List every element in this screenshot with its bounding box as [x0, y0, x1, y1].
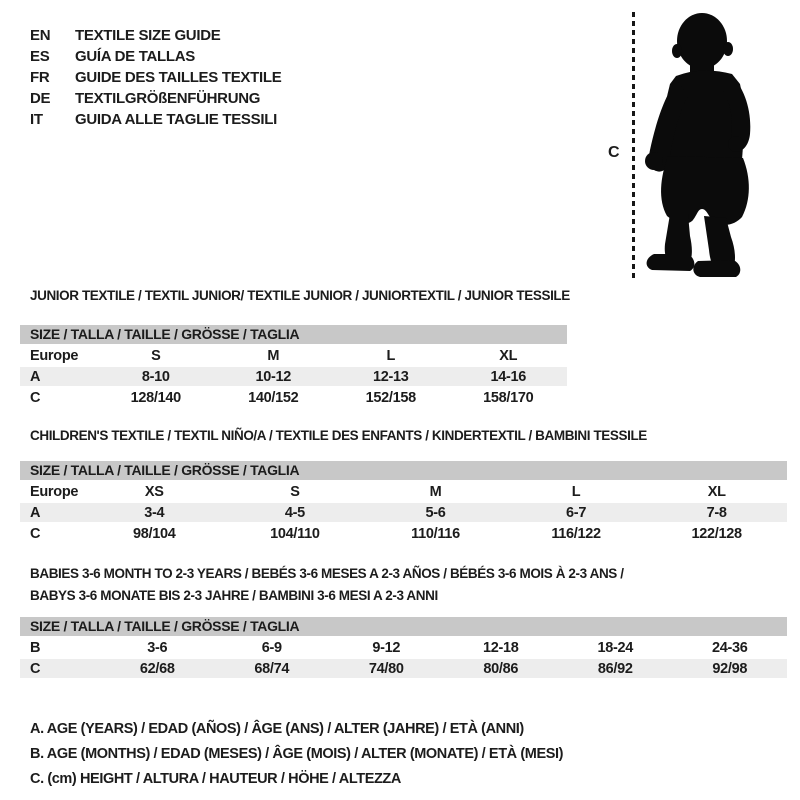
table-row-europe	[20, 480, 787, 503]
row-label: C	[30, 389, 41, 406]
language-row-en	[30, 25, 281, 46]
table-cell: 7-8	[706, 504, 727, 521]
size-header-band: SIZE / TALLA / TAILLE / GRÖSSE / TAGLIA	[20, 617, 787, 636]
table-cell: 104/110	[270, 525, 320, 542]
table-cell: 98/104	[133, 525, 176, 542]
language-title-list	[30, 25, 281, 130]
babies-section-title-line2: BABYS 3-6 MONATE BIS 2-3 JAHRE / BAMBINI 3-6 MESI A 2-3 ANNI	[30, 588, 438, 603]
table-cell: 140/152	[248, 389, 299, 406]
children-size-table	[20, 461, 787, 545]
table-cell: 68/74	[254, 660, 290, 677]
table-cell: 5-6	[425, 504, 446, 521]
table-cell: 122/128	[691, 525, 742, 542]
table-cell: 110/116	[411, 525, 460, 542]
table-cell: M	[267, 347, 280, 364]
table-cell: 3-6	[147, 639, 168, 656]
language-label: GUÍA DE TALLAS	[75, 48, 195, 65]
height-marker-label: C	[608, 144, 620, 161]
table-row-a	[20, 503, 787, 522]
table-cell: S	[151, 347, 161, 364]
table-cell: L	[571, 483, 581, 500]
language-row-es	[30, 46, 281, 67]
table-cell: 116/122	[551, 525, 601, 542]
table-cell: L	[386, 347, 396, 364]
table-cell: XL	[499, 347, 518, 364]
junior-size-table	[20, 325, 567, 409]
table-cell: 9-12	[372, 639, 401, 656]
table-cell: 3-4	[144, 504, 165, 521]
table-rows	[20, 344, 567, 409]
language-row-it	[30, 109, 281, 130]
footnote-c: C. (cm) HEIGHT / ALTURA / HAUTEUR / HÖHE / ALTEZZA	[30, 771, 401, 787]
language-label: GUIDA ALLE TAGLIE TESSILI	[75, 111, 277, 128]
table-row-europe	[20, 344, 567, 367]
table-row-c	[20, 386, 567, 409]
toddler-silhouette-icon	[640, 10, 765, 288]
table-cell: 6-7	[566, 504, 587, 521]
language-label: TEXTILE SIZE GUIDE	[75, 27, 221, 44]
language-label: TEXTILGRÖßENFÜHRUNG	[75, 90, 261, 107]
table-cell: 128/140	[130, 389, 181, 406]
table-cell: 62/68	[139, 660, 175, 677]
table-cell: M	[429, 483, 442, 500]
language-row-fr	[30, 67, 281, 88]
table-cell: XS	[144, 483, 164, 500]
table-cell: 18-24	[597, 639, 634, 656]
table-row-c	[20, 522, 787, 545]
table-cell: 12-13	[372, 368, 409, 385]
table-cell: 80/86	[483, 660, 519, 677]
babies-section-title-line1: BABIES 3-6 MONTH TO 2-3 YEARS / BEBÉS 3-6 MESES A 2-3 AÑOS / BÉBÉS 3-6 MOIS À 2-3 ANS /	[30, 566, 624, 581]
row-label: A	[30, 504, 41, 521]
row-label: C	[30, 525, 41, 542]
table-cell: 12-18	[482, 639, 519, 656]
table-cell: 8-10	[141, 368, 170, 385]
babies-size-table	[20, 617, 787, 678]
height-dashed-line	[632, 12, 635, 280]
table-cell: 74/80	[368, 660, 404, 677]
children-section-title: CHILDREN'S TEXTILE / TEXTIL NIÑO/A / TEXTILE DES ENFANTS / KINDERTEXTIL / BAMBINI TESSILE	[30, 428, 647, 443]
table-cell: 92/98	[712, 660, 748, 677]
table-cell: 152/158	[365, 389, 416, 406]
table-cell: 6-9	[261, 639, 282, 656]
table-row-b	[20, 636, 787, 659]
footnote-a: A. AGE (YEARS) / EDAD (AÑOS) / ÂGE (ANS) / ALTER (JAHRE) / ETÀ (ANNI)	[30, 721, 524, 737]
table-row-c	[20, 659, 787, 678]
language-row-de	[30, 88, 281, 109]
language-code: IT	[30, 111, 43, 128]
table-cell: 14-16	[490, 368, 527, 385]
table-cell: 4-5	[284, 504, 305, 521]
table-cell: 86/92	[597, 660, 633, 677]
table-cell: 158/170	[483, 389, 534, 406]
table-cell: XL	[707, 483, 726, 500]
table-cell: S	[290, 483, 300, 500]
legend-footnotes	[30, 721, 563, 796]
junior-section-title: JUNIOR TEXTILE / TEXTIL JUNIOR/ TEXTILE JUNIOR / JUNIORTEXTIL / JUNIOR TESSILE	[30, 288, 570, 303]
row-label: A	[30, 368, 41, 385]
size-header-band: SIZE / TALLA / TAILLE / GRÖSSE / TAGLIA	[20, 325, 567, 344]
size-header-band: SIZE / TALLA / TAILLE / GRÖSSE / TAGLIA	[20, 461, 787, 480]
table-rows	[20, 636, 787, 678]
language-label: GUIDE DES TAILLES TEXTILE	[75, 69, 282, 86]
table-row-a	[20, 367, 567, 386]
table-rows	[20, 480, 787, 545]
row-label: Europe	[30, 347, 79, 364]
measurement-figure	[600, 0, 800, 295]
language-code: ES	[30, 48, 50, 65]
footnote-b: B. AGE (MONTHS) / EDAD (MESES) / ÂGE (MOIS) / ALTER (MONATE) / ETÀ (MESI)	[30, 746, 564, 762]
language-code: FR	[30, 69, 50, 86]
table-cell: 24-36	[711, 639, 748, 656]
row-label: C	[30, 660, 41, 677]
language-code: DE	[30, 90, 51, 107]
row-label: Europe	[30, 483, 79, 500]
language-code: EN	[30, 27, 51, 44]
table-cell: 10-12	[255, 368, 292, 385]
row-label: B	[30, 639, 41, 656]
